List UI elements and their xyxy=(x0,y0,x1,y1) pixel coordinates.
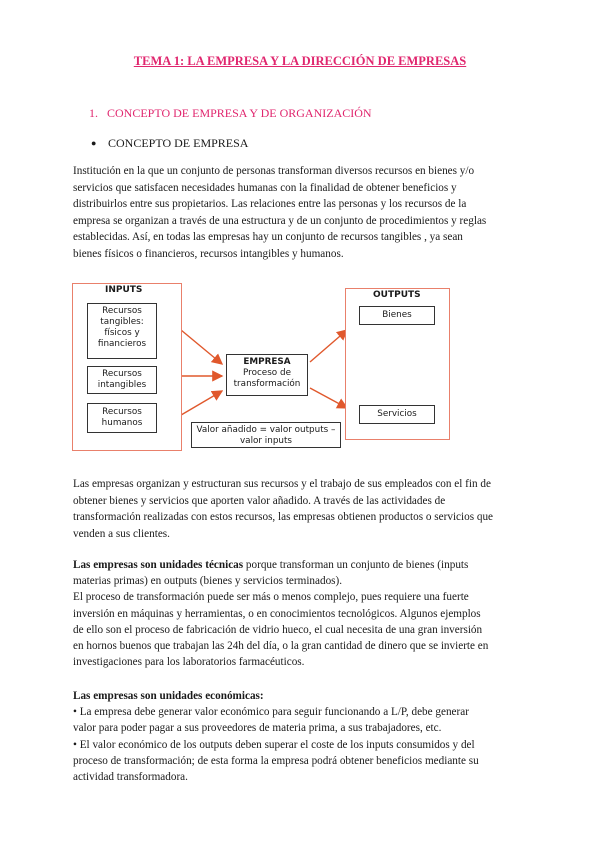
section-heading xyxy=(89,106,372,121)
paragraph-organizacion xyxy=(73,476,527,542)
input-intangibles: Recursos intangibles xyxy=(87,366,157,394)
text-line: inversión en máquinas y herramientas, o en conocimientos tecnológicos. Algunos ejemplos xyxy=(73,607,481,620)
text-line: • El valor económico de los outputs deben superar el coste de los inputs consumidos y del xyxy=(73,738,475,751)
text-line: El proceso de transformación puede ser más o menos complejo, pues requiere una fuerte xyxy=(73,591,469,604)
page-title: TEMA 1: LA EMPRESA Y LA DIRECCIÓN DE EMPRESAS xyxy=(133,54,467,68)
text-line: Las empresas organizan y estructuran sus recursos y el trabajo de sus empleados con el fin de xyxy=(73,478,491,490)
text-line: de ello son el proceso de fabricación de vidrio hueco, el cual necesita de una gran inversión xyxy=(73,623,483,636)
bold-lead: Las empresas son unidades técnicas xyxy=(73,559,244,571)
output-servicios: Servicios xyxy=(359,405,435,424)
text-line: proceso de transformación; de esta forma la empresa podrá obtener beneficios mediante su xyxy=(73,754,479,767)
paragraph-unidades-economicas xyxy=(73,688,527,785)
text-line: venden a sus clientes. xyxy=(73,527,170,540)
subsection-heading xyxy=(91,136,248,151)
input-humanos: Recursos humanos xyxy=(87,403,157,433)
empresa-box xyxy=(226,354,308,396)
text-line: en hornos buenos que trabajan las 24h del día, o la gran cantidad de dinero que se invierte en xyxy=(73,640,489,653)
bullet-icon: ● xyxy=(91,138,97,148)
section-label: CONCEPTO DE EMPRESA Y DE ORGANIZACIÓN xyxy=(107,106,372,120)
valor-line-2: valor inputs xyxy=(239,436,293,446)
arrow-servicios xyxy=(310,388,347,408)
section-number: 1. xyxy=(89,106,98,120)
inputs-outputs-diagram xyxy=(72,278,456,455)
text-line: establecidas. Así, en todas las empresas hay un conjunto de recursos tangibles , ya sean xyxy=(73,231,463,244)
input-tangibles: Recursos tangibles: físicos y financieros xyxy=(87,303,157,359)
valor-line-1: Valor añadido = valor outputs – xyxy=(196,425,336,435)
arrow-tangibles xyxy=(181,330,222,364)
text-line: bienes físicos o financieros, recursos intangibles y humanos. xyxy=(73,247,344,260)
inputs-label: INPUTS xyxy=(105,285,143,295)
output-bienes: Bienes xyxy=(359,306,435,325)
outputs-label: OUTPUTS xyxy=(373,290,421,300)
valor-anadido-box xyxy=(191,422,341,448)
text-line: • La empresa debe generar valor económico para seguir funcionando a L/P, debe generar xyxy=(73,706,469,719)
text-line: servicios que satisfacen necesidades humanas con la finalidad de obtener beneficios y xyxy=(73,181,457,194)
text-line: Institución en la que un conjunto de personas transforman diversos recursos en bienes y/o xyxy=(73,165,475,177)
paragraph-heading: Las empresas son unidades económicas: xyxy=(73,690,264,702)
text-line: empresa se organizan a través de una estructura y de un conjunto de procedimientos y reglas xyxy=(73,214,487,227)
empresa-subtitle: Proceso de transformación xyxy=(233,368,301,389)
text-fragment: porque transforman un conjunto de bienes (inputs xyxy=(243,559,469,571)
text-line xyxy=(73,557,527,573)
arrow-bienes xyxy=(310,330,347,362)
text-line: materias primas) en outputs (bienes y servicios terminados). xyxy=(73,575,343,588)
text-line: investigaciones para los laboratorios farmacéuticos. xyxy=(73,656,305,669)
text-line: actividad transformadora. xyxy=(73,771,188,784)
arrow-humanos xyxy=(176,391,222,418)
paragraph-unidades-tecnicas xyxy=(73,557,527,670)
text-line: obtener bienes y servicios que aporten valor añadido. A través de las actividades de xyxy=(73,494,446,507)
text-line: valor para poder pagar a sus proveedores de materia prima, a sus trabajadores, etc. xyxy=(73,722,442,735)
text-line: distribuirlos entre sus propietarios. Las relaciones entre las personas y los recursos de la xyxy=(73,198,467,211)
subsection-label: CONCEPTO DE EMPRESA xyxy=(108,136,249,150)
empresa-title: EMPRESA xyxy=(243,357,291,367)
paragraph-definition xyxy=(73,163,527,263)
text-line: transformación realizadas con estos recursos, las empresas obtienen productos o servicios que xyxy=(73,511,494,524)
